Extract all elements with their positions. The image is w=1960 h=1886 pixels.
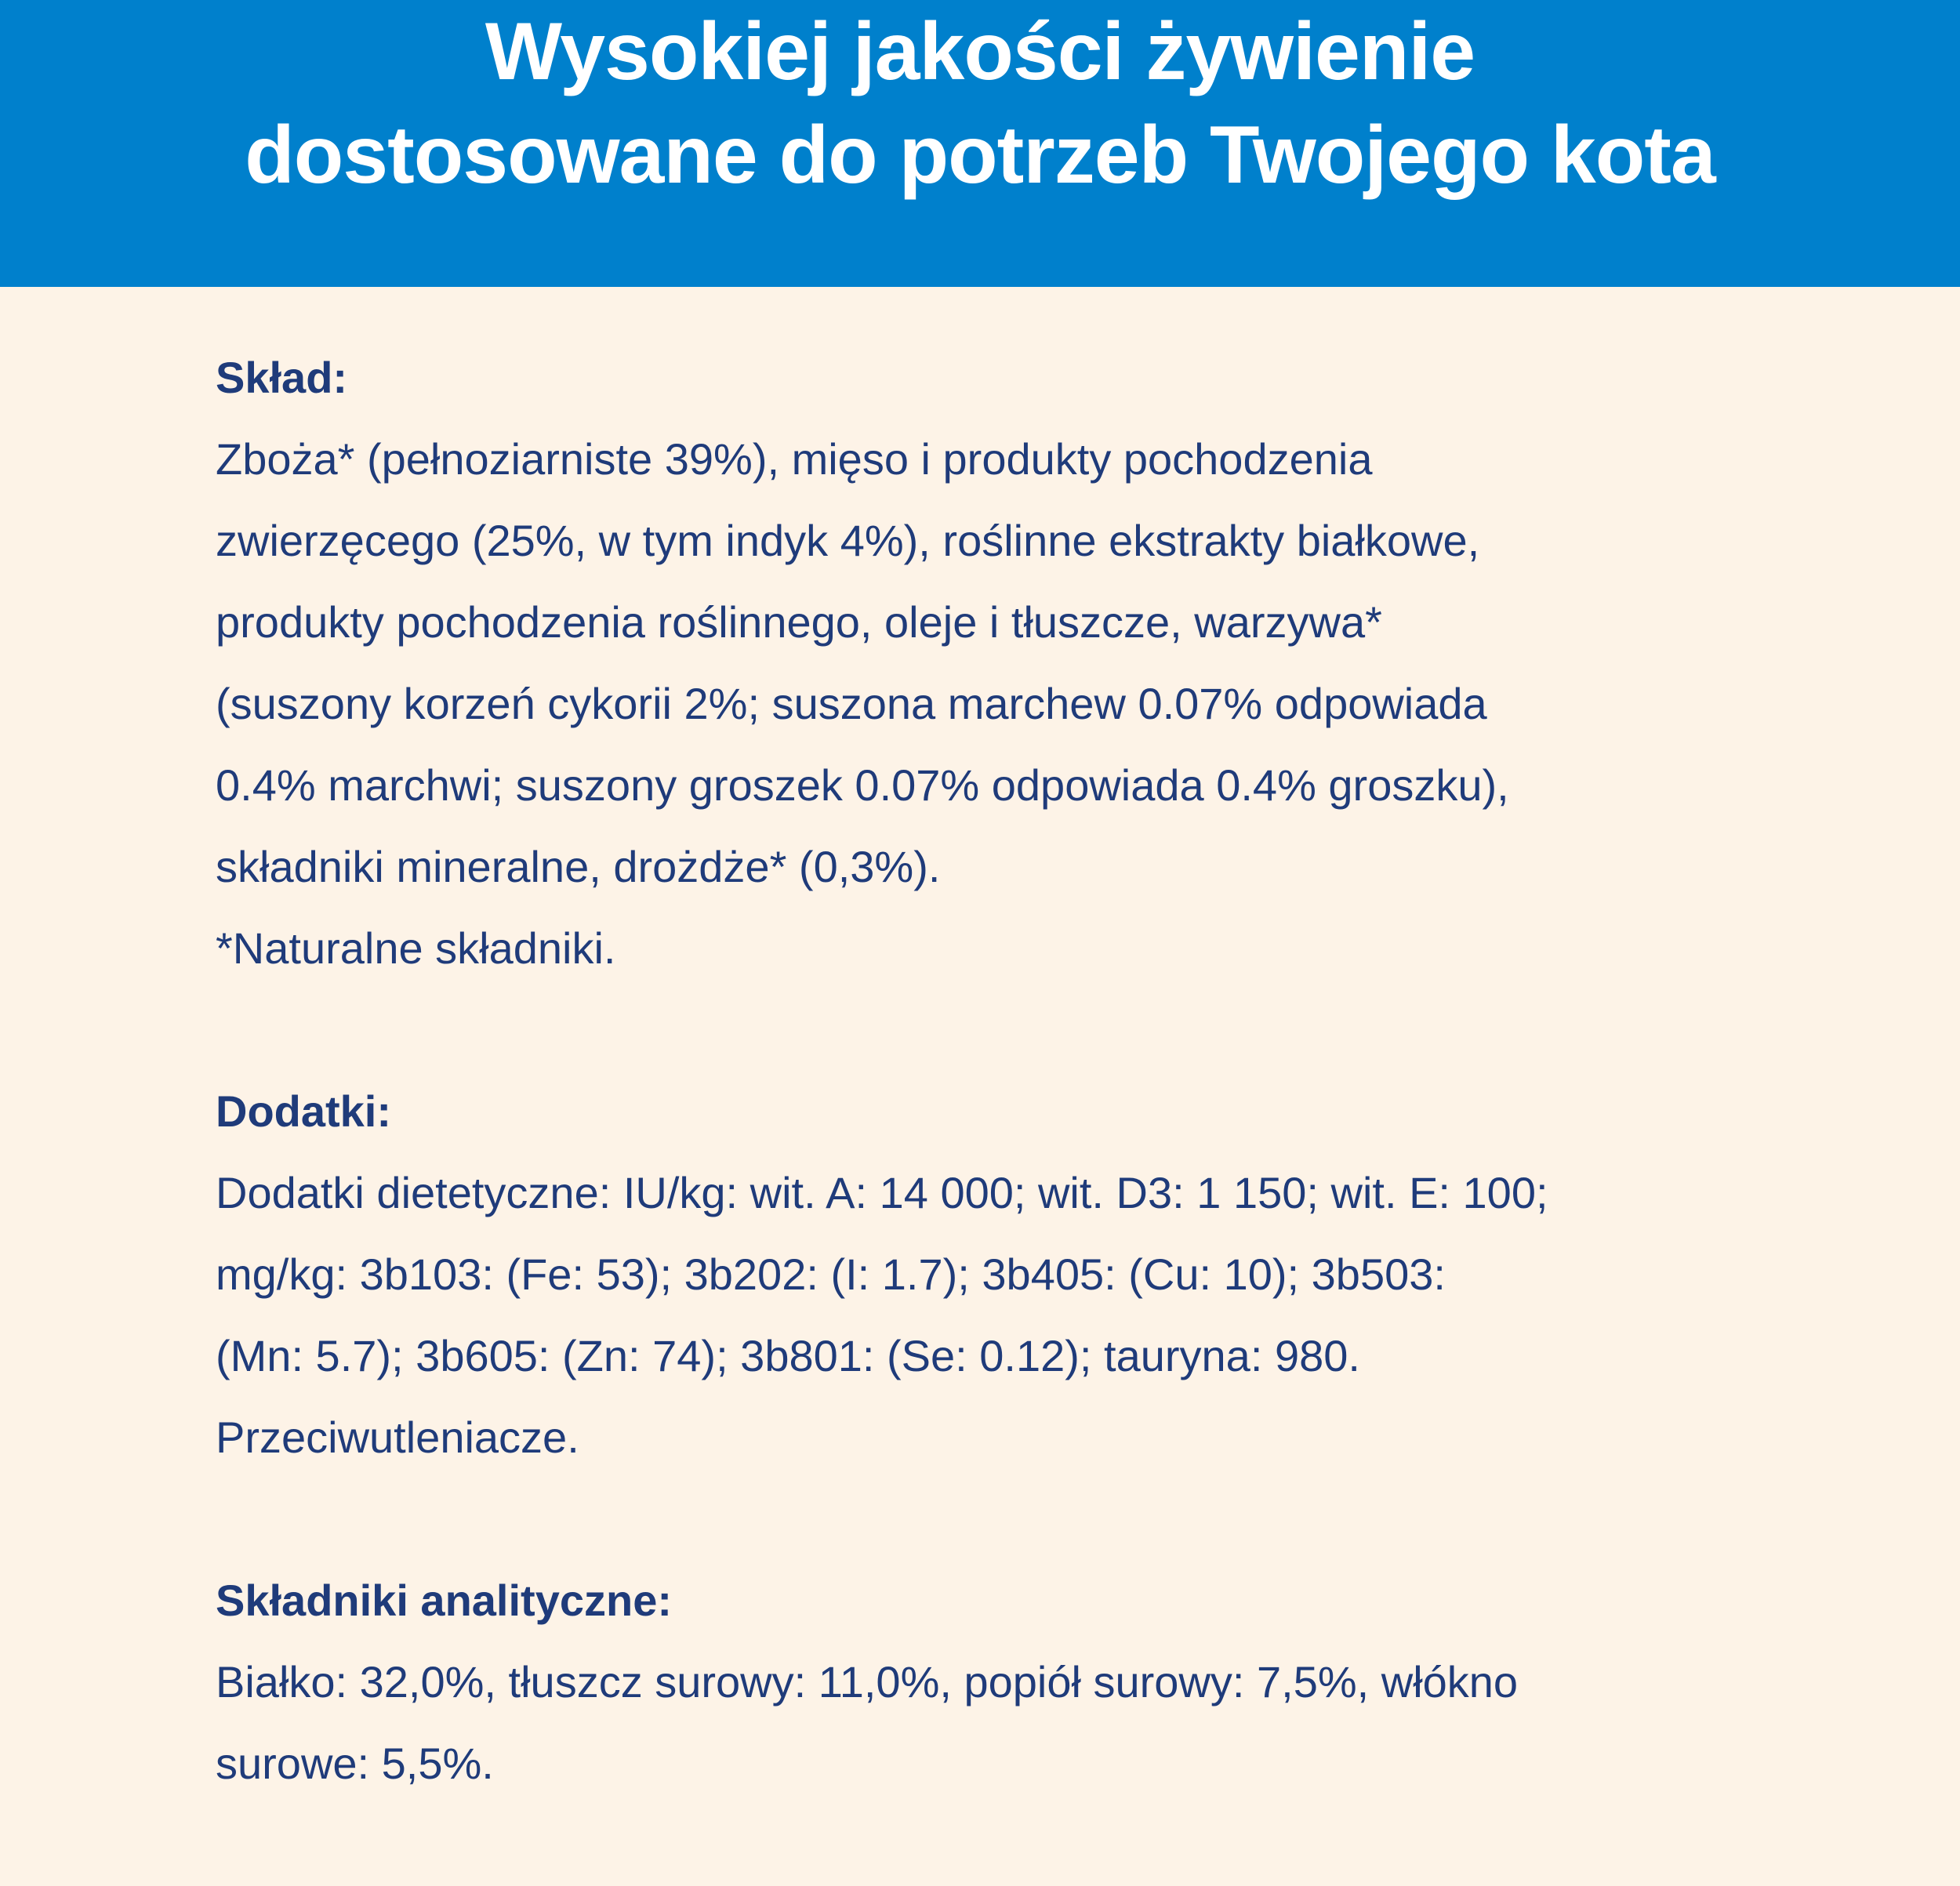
sklad-line: zwierzęcego (25%, w tym indyk 4%), roślinne ekstrakty białkowe, — [216, 516, 1480, 565]
content-area — [216, 337, 1815, 1886]
dodatki-line: (Mn: 5.7); 3b605: (Zn: 74); 3b801: (Se: 0.12); tauryna: 980. — [216, 1331, 1360, 1380]
analityczne-line: surowe: 5,5%. — [216, 1739, 494, 1788]
dodatki-line: Przeciwutleniacze. — [216, 1413, 579, 1462]
sklad-line: 0.4% marchwi; suszony groszek 0.07% odpowiada 0.4% groszku), — [216, 760, 1509, 810]
section-sklad — [216, 337, 1815, 989]
sklad-line: produkty pochodzenia roślinnego, oleje i tłuszcze, warzywa* — [216, 597, 1382, 647]
section-dodatki — [216, 1071, 1815, 1478]
header-title-line-2: dostosowane do potrzeb Twojego kota — [245, 110, 1715, 201]
sklad-line: (suszony korzeń cykorii 2%; suszona marchew 0.07% odpowiada — [216, 679, 1487, 728]
sklad-footnote: *Naturalne składniki. — [216, 923, 616, 973]
dodatki-line: mg/kg: 3b103: (Fe: 53); 3b202: (I: 1.7); 3b405: (Cu: 10); 3b503: — [216, 1249, 1446, 1299]
section-title-dodatki: Dodatki: — [216, 1086, 391, 1136]
section-skladniki-analityczne — [216, 1560, 1815, 1804]
section-title-skladniki-analityczne: Składniki analityczne: — [216, 1576, 672, 1625]
sklad-line: Zboża* (pełnoziarniste 39%), mięso i produkty pochodzenia — [216, 434, 1373, 484]
header-banner — [0, 0, 1960, 287]
section-title-sklad: Skład: — [216, 353, 348, 402]
analityczne-line: Białko: 32,0%, tłuszcz surowy: 11,0%, popiół surowy: 7,5%, włókno — [216, 1657, 1519, 1706]
header-title-line-1: Wysokiej jakości żywienie — [485, 6, 1475, 97]
dodatki-line: Dodatki dietetyczne: IU/kg: wit. A: 14 000; wit. D3: 1 150; wit. E: 100; — [216, 1168, 1548, 1217]
sklad-line: składniki mineralne, drożdże* (0,3%). — [216, 842, 941, 891]
